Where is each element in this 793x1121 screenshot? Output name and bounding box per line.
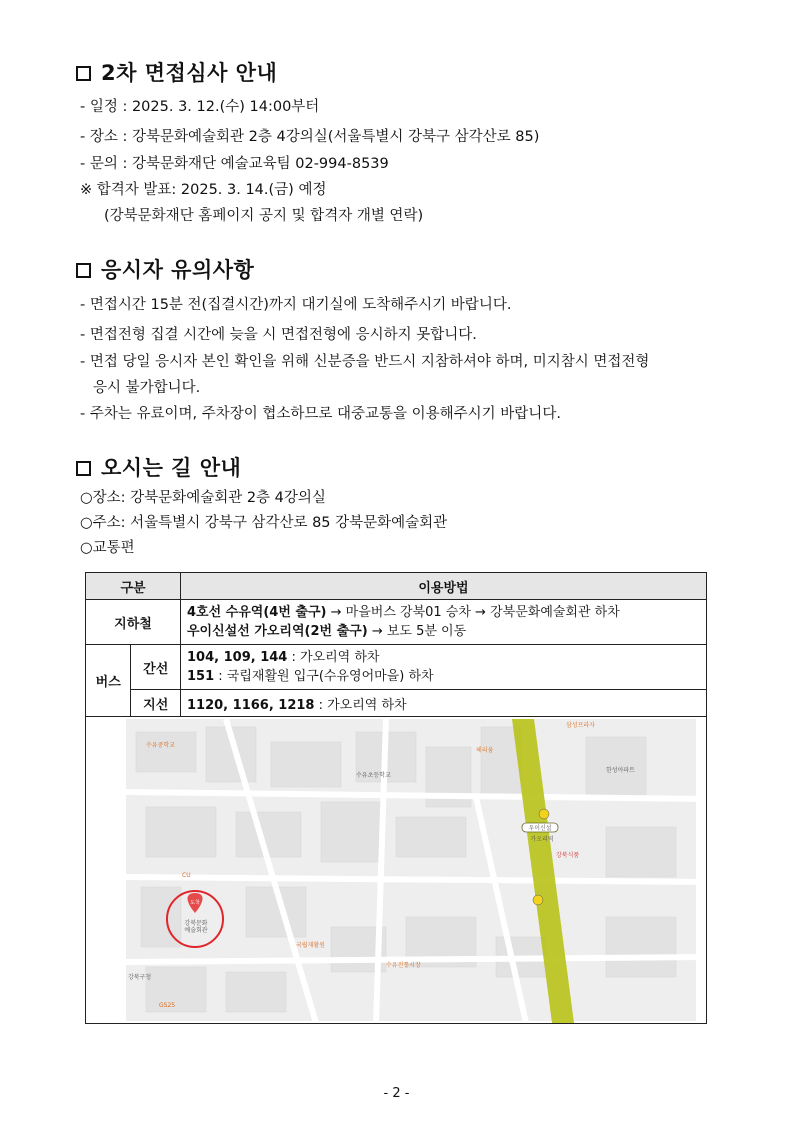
checkbox-square-icon <box>76 66 91 81</box>
trunk-label: 간선 <box>131 645 181 690</box>
directions-address: ○주소: 서울특별시 강북구 삼각산로 85 강북문화예술회관 <box>80 515 448 531</box>
map-cell <box>86 717 707 1024</box>
notice-item-continuation: 응시 불가합니다. <box>93 380 201 396</box>
map-label: 헤리움 <box>476 747 494 754</box>
map-label: GS25 <box>159 1002 176 1009</box>
interview-schedule: - 일정 : 2025. 3. 12.(수) 14:00부터 <box>80 99 320 115</box>
directions-place: ○장소: 강북문화예술회관 2층 4강의실 <box>80 490 326 506</box>
header-type: 구분 <box>86 573 181 600</box>
map-label: CU <box>182 872 191 879</box>
table-row-map <box>86 717 707 1024</box>
section-title-interview: 2차 면접심사 안내 <box>76 57 277 87</box>
branch-label: 지선 <box>131 690 181 717</box>
bus-label: 버스 <box>86 645 131 717</box>
map-label: 수유초등학교 <box>356 772 391 779</box>
trunk-methods: 104, 109, 144 : 가오리역 하차 151 : 국립재활원 입구(수유영어마을) 하차 <box>181 645 707 690</box>
subway-label: 지하철 <box>86 600 181 645</box>
map-label: 수유중학교 <box>146 742 175 749</box>
interview-contact: - 문의 : 강북문화재단 예술교육팀 02-994-8539 <box>80 156 389 172</box>
map-label: 수유전통시장 <box>386 962 421 969</box>
checkbox-square-icon <box>76 263 91 278</box>
svg-text:도착: 도착 <box>190 900 200 906</box>
station-label: 가오리역 <box>530 836 554 843</box>
map-label: 강북구청 <box>128 974 152 981</box>
interview-announce: ※ 합격자 발표: 2025. 3. 14.(금) 예정 <box>80 182 327 198</box>
section-title-notice: 응시자 유의사항 <box>76 254 254 284</box>
checkbox-square-icon <box>76 461 91 476</box>
subway-methods: 4호선 수유역(4번 출구) → 마을버스 강북01 승차 → 강북문화예술회관 하차 우이신설선 가오리역(2번 출구) → 보도 5분 이동 <box>181 600 707 645</box>
station-badge: 우이신설 <box>528 825 552 832</box>
interview-place: - 장소 : 강북문화예술회관 2층 4강의실(서울특별시 강북구 삼각산로 85) <box>80 129 540 145</box>
notice-item: - 주차는 유료이며, 주차장이 협소하므로 대중교통을 이용해주시기 바랍니다. <box>80 406 561 422</box>
map-label: 한성아파트 <box>606 767 635 774</box>
table-header-row <box>86 573 707 600</box>
notice-item: - 면접시간 15분 전(집결시간)까지 대기실에 도착해주시기 바랍니다. <box>80 297 512 313</box>
transport-table <box>85 572 707 1024</box>
map-label: 삼성프라자 <box>566 722 595 729</box>
location-map <box>86 717 706 1023</box>
table-row-bus-branch <box>86 690 707 717</box>
page-number: - 2 - <box>383 1086 410 1101</box>
svg-text:예술회관: 예술회관 <box>184 927 208 934</box>
branch-methods: 1120, 1166, 1218 : 가오리역 하차 <box>181 690 707 717</box>
table-row-bus-trunk <box>86 645 707 690</box>
header-method: 이용방법 <box>181 573 707 600</box>
map-label: 국립재활원 <box>296 942 325 949</box>
table-row-subway <box>86 600 707 645</box>
directions-transport: ○교통편 <box>80 540 135 556</box>
notice-item: - 면접 당일 응시자 본인 확인을 위해 신분증을 반드시 지참하셔야 하며, 미지참시 면접전형 <box>80 354 650 370</box>
venue-label: 강북문화 <box>184 920 208 927</box>
section-title-directions: 오시는 길 안내 <box>76 452 241 482</box>
notice-item: - 면접전형 집결 시간에 늦을 시 면접전형에 응시하지 못합니다. <box>80 327 477 343</box>
map-label: 강북식품 <box>556 852 580 859</box>
interview-announce-note: (강북문화재단 홈페이지 공지 및 합격자 개별 연락) <box>104 208 424 224</box>
